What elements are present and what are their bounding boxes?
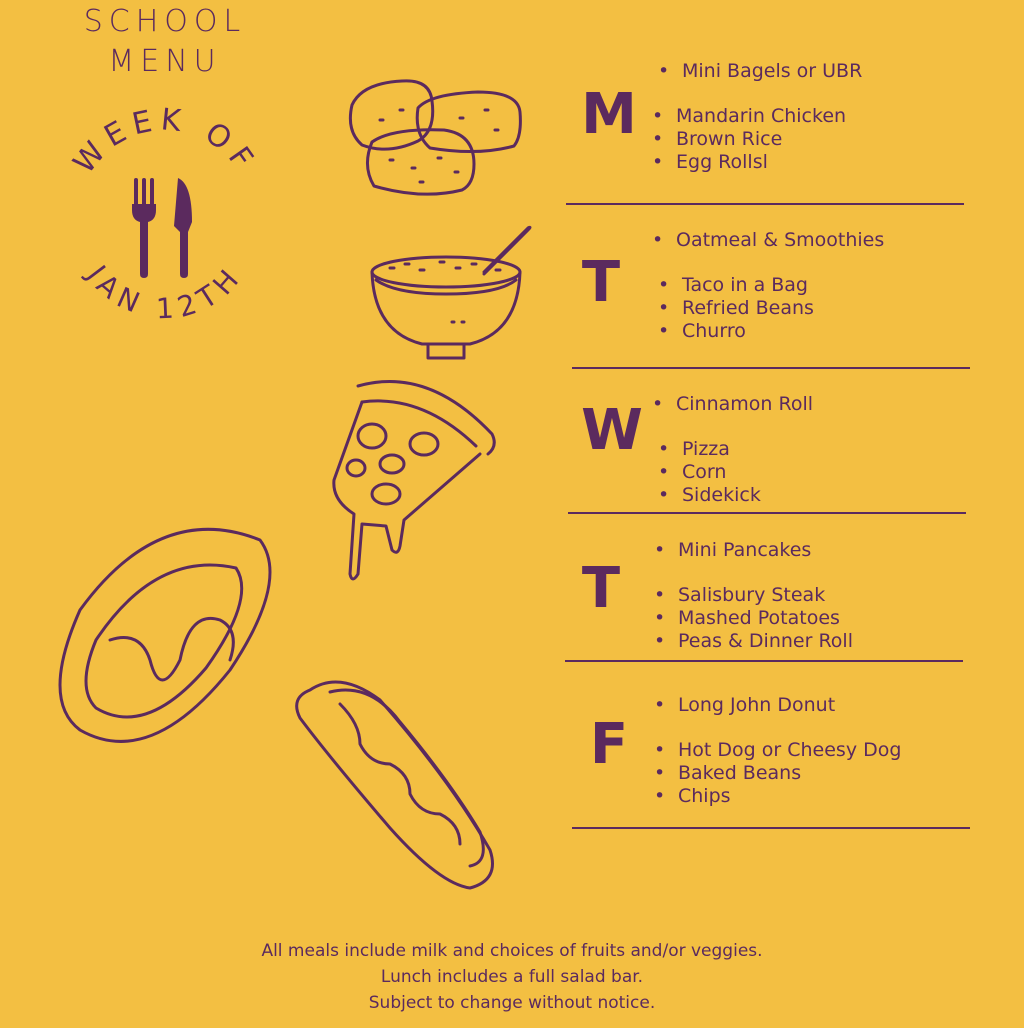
divider-tuesday: [572, 367, 970, 369]
menu-item: • Oatmeal & Smoothies: [652, 229, 884, 252]
menu-item: • Mandarin Chicken: [652, 105, 856, 128]
footer-line-disclaimer: Subject to change without notice.: [368, 993, 656, 1013]
menu-item: • Sidekick: [658, 484, 819, 507]
menu-item: • Brown Rice: [652, 128, 856, 151]
friday-menu: [654, 694, 901, 808]
menu-item: • Long John Donut: [654, 694, 901, 717]
menu-item: • Corn: [658, 461, 819, 484]
divider-friday: [572, 827, 970, 829]
oatmeal-bowl-illustration: [372, 227, 530, 358]
menu-item: • Mashed Potatoes: [654, 607, 853, 630]
week-badge-graphic: [50, 100, 280, 350]
menu-footer-notes: [0, 938, 1024, 1016]
pizza-slice-illustration: [334, 381, 494, 579]
day-letter-monday: M: [581, 82, 635, 147]
hot-dog-illustration: [297, 682, 493, 888]
badge-week-of-text: WEEK OF: [66, 102, 264, 181]
badge-date-text: JAN 12TH: [80, 258, 250, 326]
menu-title: [60, 2, 270, 82]
menu-item: • Cinnamon Roll: [652, 393, 813, 416]
monday-menu: [652, 60, 863, 174]
title-line-menu: MENU: [108, 44, 222, 79]
knife-icon: [174, 178, 192, 278]
divider-monday: [566, 203, 964, 205]
tuesday-menu: [652, 229, 884, 343]
menu-item: • Egg Rollsl: [652, 151, 856, 174]
menu-item: • Salisbury Steak: [654, 584, 853, 607]
title-line-school: SCHOOL: [83, 4, 247, 39]
day-letter-wednesday: W: [581, 398, 641, 463]
menu-item: • Chips: [654, 785, 901, 808]
day-letter-friday: F: [589, 712, 627, 777]
menu-item: • Baked Beans: [654, 762, 901, 785]
menu-item: • Mini Bagels or UBR: [658, 60, 862, 83]
menu-item: • Mini Pancakes: [654, 539, 853, 562]
footer-line-salad: Lunch includes a full salad bar.: [380, 967, 644, 987]
chicken-nuggets-illustration: [350, 81, 520, 194]
menu-item: • Churro: [658, 320, 890, 343]
fork-icon: [132, 178, 156, 278]
menu-item: • Hot Dog or Cheesy Dog: [654, 739, 901, 762]
footer-line-milk: All meals include milk and choices of fruits and/or veggies.: [261, 941, 763, 961]
wednesday-menu: [652, 393, 813, 507]
divider-wednesday: [568, 512, 966, 514]
menu-item: • Peas & Dinner Roll: [654, 630, 853, 653]
week-badge: [50, 100, 280, 350]
thursday-menu: [654, 539, 853, 653]
divider-thursday: [565, 660, 963, 662]
day-letter-thursday: T: [581, 556, 619, 621]
menu-item: • Refried Beans: [658, 297, 890, 320]
day-letter-tuesday: T: [581, 250, 619, 315]
menu-item: • Pizza: [658, 438, 819, 461]
menu-item: • Taco in a Bag: [658, 274, 890, 297]
burrito-plate-illustration: [60, 529, 270, 741]
